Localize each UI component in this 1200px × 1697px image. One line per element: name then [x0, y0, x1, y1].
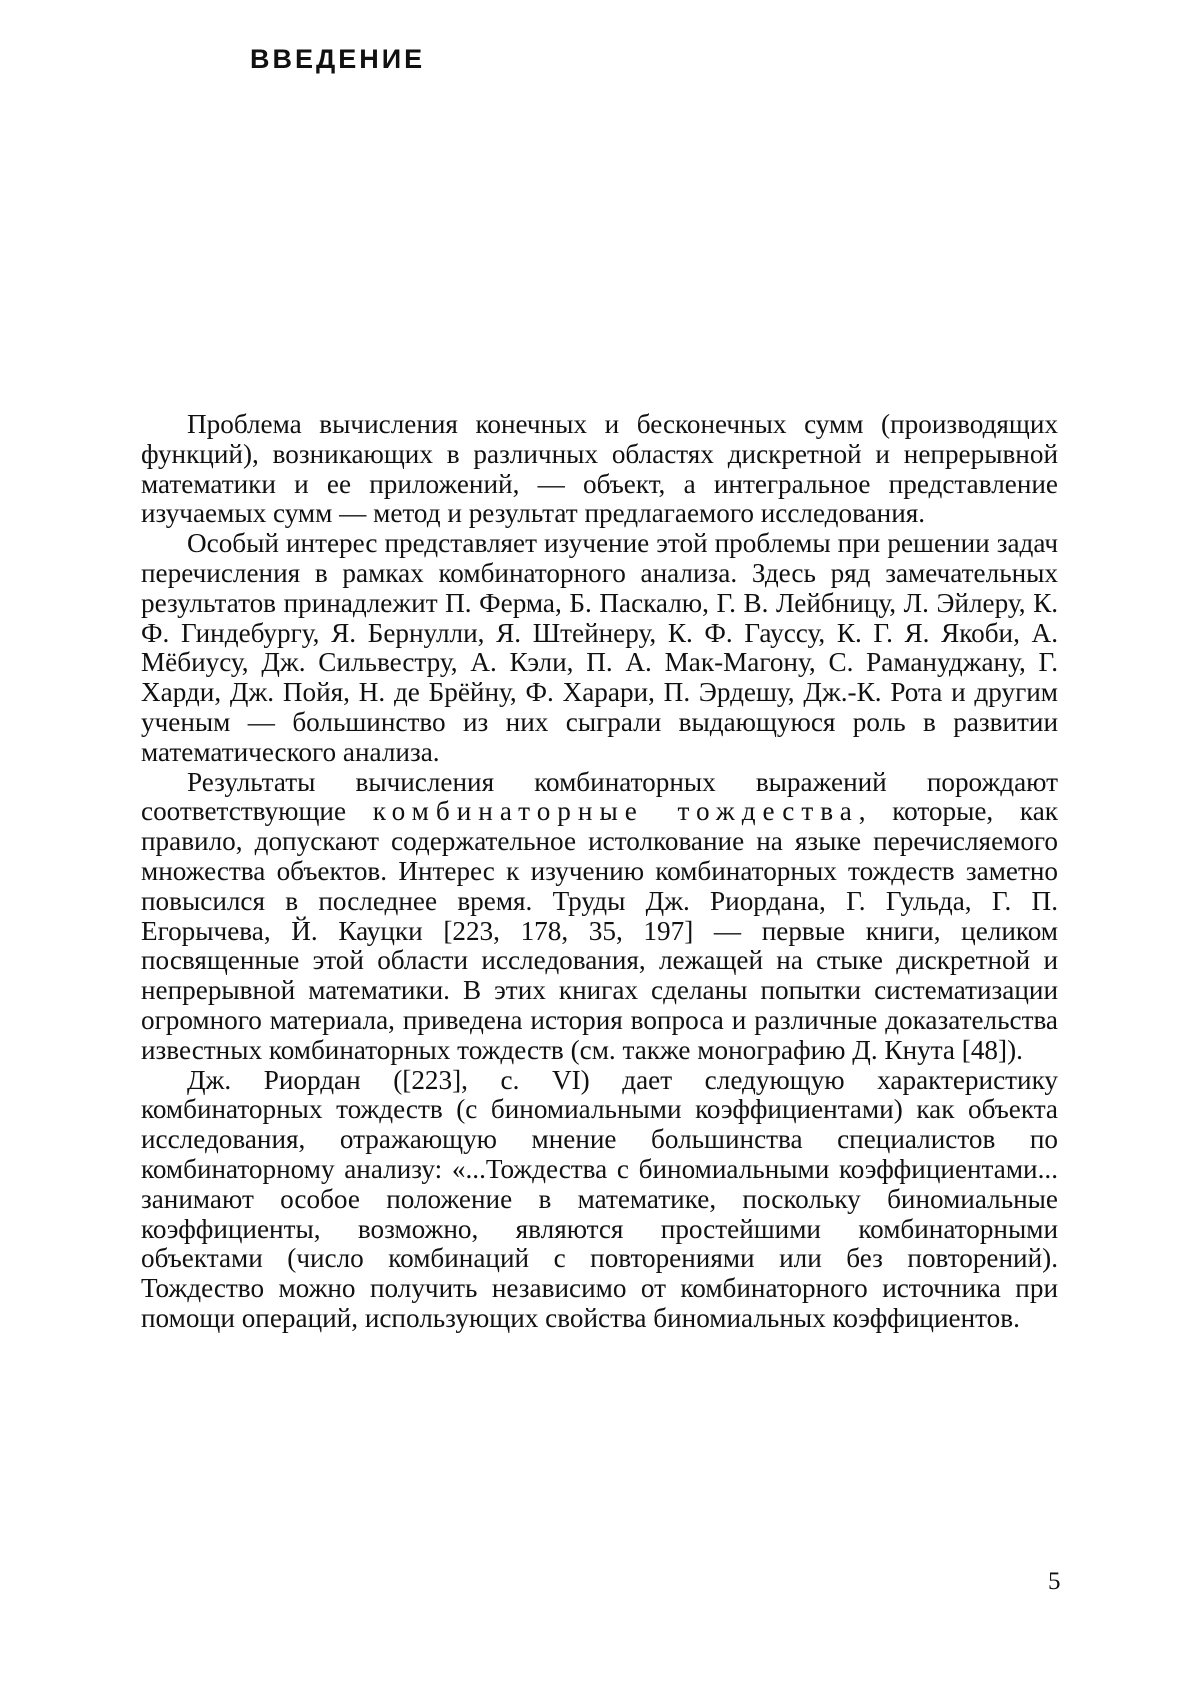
paragraph-2: Особый интерес представляет изучение этой проблемы при решении задач перечисления в рамках комбинаторного анализа. Здесь ряд замечательных результатов принадлежит П. Ферма, Б. Паскалю, Г. В. Лейбницу, Л. Эйлеру, К. Ф. Гиндебургу, Я. Бернулли, Я. Штейнеру, К. Ф. Гауссу, К. Г. Я. Якоби, А. Мёбиусу, Дж. Сильвестру, А. Кэли, П. А. Мак-Магону, С. Рамануджану, Г. Харди, Дж. Пойя, Н. де Брёйну, Ф. Харари, П. Эрдешу, Дж.-К. Рота и другим ученым — большинство из них сыграли выдающуюся роль в развитии математического анализа.: [141, 528, 1058, 767]
page-number: 5: [1048, 1568, 1061, 1595]
paragraph-3-start: Результаты вычисления комбинаторных выражений порождают соответствующие: [141, 766, 1058, 827]
section-heading: ВВЕДЕНИЕ: [250, 44, 426, 74]
body-text: [141, 410, 1058, 1334]
paragraph-1: Проблема вычисления конечных и бесконечных сумм (производящих функций), возникающих в различных областях дискретной и непрерывной математики и ее приложений, — объект, а интегральное представление изучаемых сумм — метод и результат предлагаемого исследования.: [141, 409, 1058, 529]
paragraph-4: Дж. Риордан ([223], с. VI) дает следующую характеристику комбинаторных тождеств (с биномиальными коэффициентами) как объекта исследования, отражающую мнение большинства специалистов по комбинаторному анализу: «...Тождества с биномиальными коэффициентами... занимают особое положение в математике, поскольку биномиальные коэффициенты, возможно, являются простейшими комбинаторными объектами (число комбинаций с повторениями или без повторений). Тождество можно получить независимо от комбинаторного источника при помощи операций, использующих свойства биномиальных коэффициентов.: [141, 1064, 1058, 1333]
emphasized-term: комбинаторные тождества: [372, 796, 859, 827]
paragraph-3-end: , которые, как правило, допускают содержательное истолкование на языке перечисляемого множества объектов. Интерес к изучению комбинаторных тождеств заметно повысился в последнее время. Труды Дж. Риордана, Г. Гульда, Г. П. Егорычева, Й. Кауцки [223, 178, 35, 197] — первые книги, целиком посвященные этой области исследования, лежащей на стыке дискретной и непрерывной математики. В этих книгах сделаны попытки систематизации огромного материала, приведена история вопроса и различные доказательства известных комбинаторных тождеств (см. также монографию Д. Кнута [48]).: [141, 796, 1058, 1065]
paragraph-3: [141, 768, 1058, 1066]
